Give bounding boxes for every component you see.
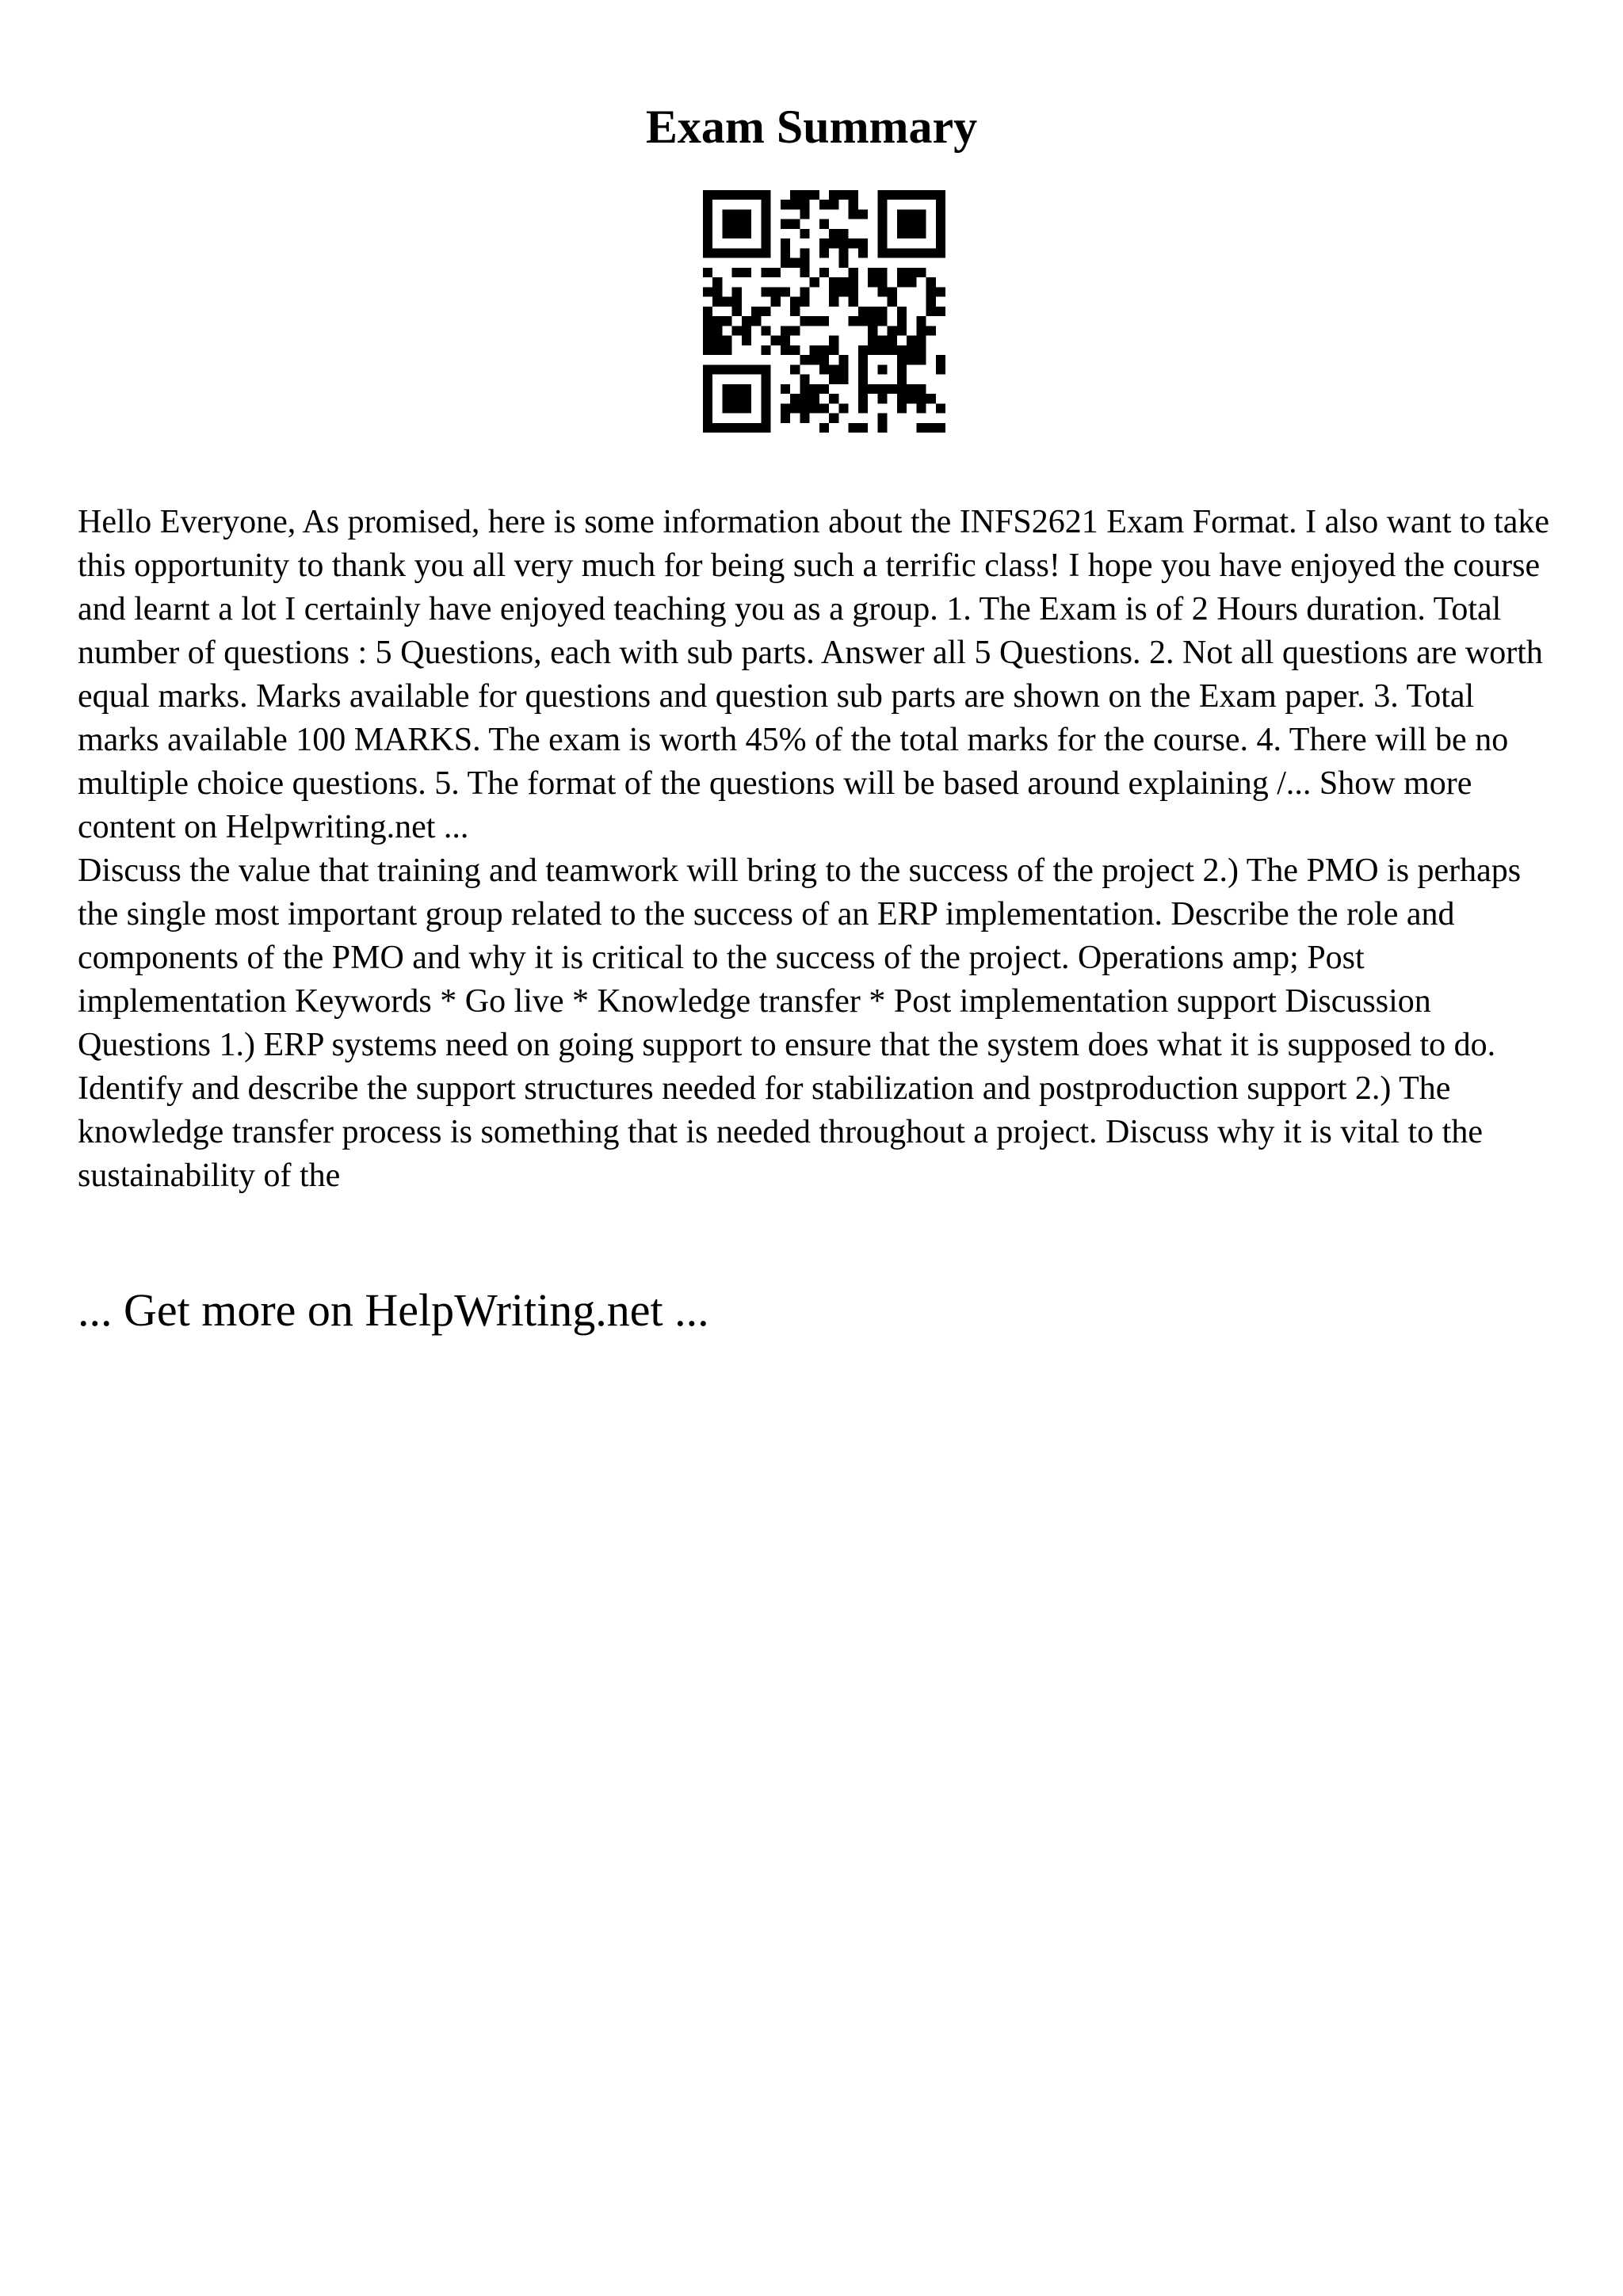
qr-code-icon bbox=[703, 190, 945, 433]
body-text bbox=[78, 501, 1560, 1198]
page-title: Exam Summary bbox=[645, 101, 978, 153]
get-more-link[interactable]: ... Get more on HelpWriting.net ... bbox=[78, 1284, 709, 1336]
paragraph-intro: Hello Everyone, As promised, here is some information about the INFS2621 Exam Format. I also want to take this opportunity to thank you all very much for being such a terrific class! I hope you have enjoyed the course and learnt a lot I certainly have enjoyed teaching you as a group. 1. The Exam is of 2 Hours duration. Total number of questions : 5 Questions, each with sub parts. Answer all 5 Questions. 2. Not all questions are worth equal marks. Marks available for questions and question sub parts are shown on the Exam paper. 3. Total marks available 100 MARKS. The exam is worth 45% of the total marks for the course. 4. There will be no multiple choice questions. 5. The format of the questions will be based around explaining /... Show more content on Helpwriting.net ... bbox=[78, 504, 1549, 845]
paragraph-discussion: Discuss the value that training and teamwork will bring to the success of the project 2.) The PMO is perhaps the single most important group related to the success of an ERP implementation. Describe the role and components of the PMO and why it is critical to the success of the project. Operations amp; Post implementation Keywords * Go live * Knowledge transfer * Post implementation support Discussion Questions 1.) ERP systems need on going support to ensure that the system does what it is supposed to do. Identify and describe the support structures needed for stabilization and postproduction support 2.) The knowledge transfer process is something that is needed throughout a project. Discuss why it is vital to the sustainability of the bbox=[78, 852, 1522, 1194]
